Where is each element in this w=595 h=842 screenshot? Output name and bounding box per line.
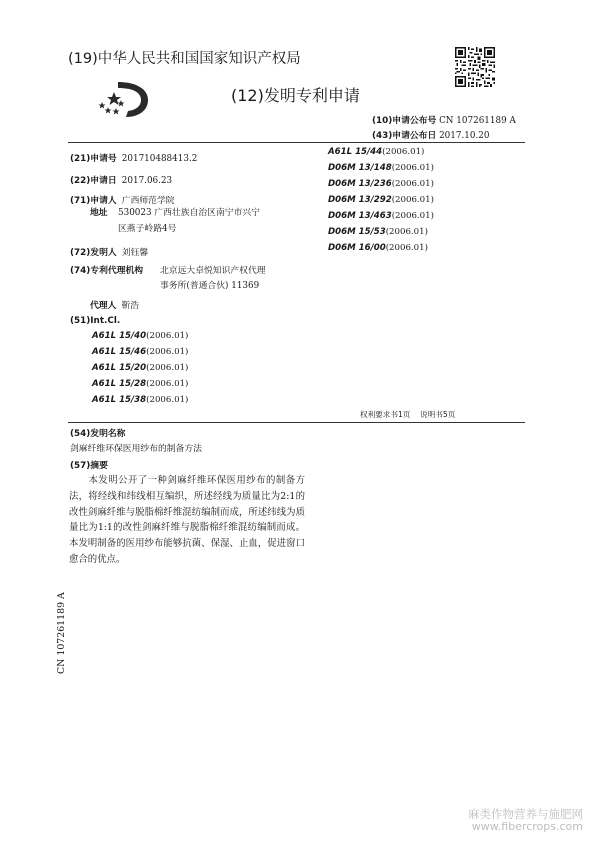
agent-label: 代理人 bbox=[90, 301, 117, 311]
address-line-1: 530023 广西壮族自治区南宁市兴宁 bbox=[118, 208, 260, 218]
application-number-label: (21)申请号 bbox=[70, 154, 117, 164]
abstract-label: (57)摘要 bbox=[70, 461, 108, 471]
classification-entry: D06M 13/292(2006.01) bbox=[328, 195, 434, 205]
publication-date-value: 2017.10.20 bbox=[439, 131, 490, 141]
agency-line-1: 北京远大卓悦知识产权代理 bbox=[160, 266, 266, 276]
classification-entry: D06M 13/148(2006.01) bbox=[328, 163, 434, 173]
cnipa-emblem-icon bbox=[96, 80, 158, 118]
classification-entry: D06M 15/53(2006.01) bbox=[328, 227, 428, 237]
applicant-label: (71)申请人 bbox=[70, 196, 117, 206]
side-publication-number: CN 107261189 A bbox=[56, 592, 67, 674]
inventor-value: 刘钰馨 bbox=[121, 248, 149, 258]
inventor-label: (72)发明人 bbox=[70, 248, 117, 258]
agent-value: 靳浩 bbox=[121, 301, 140, 311]
publication-date bbox=[372, 128, 489, 141]
int-cl-entry: A61L 15/46(2006.01) bbox=[92, 347, 189, 357]
watermark-url: www.fibercrops.com bbox=[471, 820, 583, 833]
int-cl-entry: A61L 15/40(2006.01) bbox=[92, 331, 189, 341]
int-cl-entry: A61L 15/38(2006.01) bbox=[92, 395, 189, 405]
application-number bbox=[70, 146, 197, 165]
inventor bbox=[70, 240, 148, 259]
publication-number-label: (10)申请公布号 bbox=[372, 116, 437, 126]
application-date-label: (22)申请日 bbox=[70, 176, 117, 186]
section-divider bbox=[68, 422, 525, 423]
agent bbox=[90, 293, 139, 312]
address-line-2: 区燕子岭路4号 bbox=[118, 224, 177, 234]
application-date bbox=[70, 168, 172, 187]
page-counts: 权利要求书1页 说明书5页 bbox=[360, 410, 456, 419]
publication-number bbox=[372, 113, 516, 126]
publication-date-label: (43)申请公布日 bbox=[372, 131, 437, 141]
header-divider bbox=[68, 142, 525, 143]
classification-entry: D06M 13/463(2006.01) bbox=[328, 211, 434, 221]
int-cl-label: (51)Int.Cl. bbox=[70, 316, 121, 326]
application-number-value: 201710488413.2 bbox=[121, 154, 198, 164]
qr-code-icon bbox=[455, 47, 495, 87]
abstract-text: 本发明公开了一种剑麻纤维环保医用纱布的制备方法，将经线和纬线相互编织，所述经线为质量比为2:1的改性剑麻纤维与脱脂棉纤维混纺编制而成，所述纬线为质量比为1:1的改性剑麻纤维与脱脂棉纤维混纺编制而成。本发明制备的医用纱布能够抗菌、保湿、止血，促进窗口愈合的优点。 bbox=[69, 475, 305, 565]
classification-entry: D06M 13/236(2006.01) bbox=[328, 179, 434, 189]
invention-title-label: (54)发明名称 bbox=[70, 429, 126, 439]
classification-entry: A61L 15/44(2006.01) bbox=[328, 147, 425, 157]
publication-number-value: CN 107261189 A bbox=[439, 116, 516, 126]
classification-entry: D06M 16/00(2006.01) bbox=[328, 243, 428, 253]
office-name: (19)中华人民共和国国家知识产权局 bbox=[68, 51, 301, 67]
watermark-title: 麻类作物营养与施肥网 bbox=[468, 807, 583, 821]
address-label: 地址 bbox=[90, 208, 108, 218]
applicant-value: 广西师范学院 bbox=[121, 196, 175, 206]
int-cl-entry: A61L 15/28(2006.01) bbox=[92, 379, 189, 389]
agency-line-2: 事务所(普通合伙) 11369 bbox=[160, 281, 260, 291]
document-type: (12)发明专利申请 bbox=[231, 86, 360, 105]
invention-title: 剑麻纤维环保医用纱布的制备方法 bbox=[70, 444, 202, 454]
application-date-value: 2017.06.23 bbox=[121, 176, 173, 186]
agency-label: (74)专利代理机构 bbox=[70, 266, 144, 276]
int-cl-entry: A61L 15/20(2006.01) bbox=[92, 363, 189, 373]
